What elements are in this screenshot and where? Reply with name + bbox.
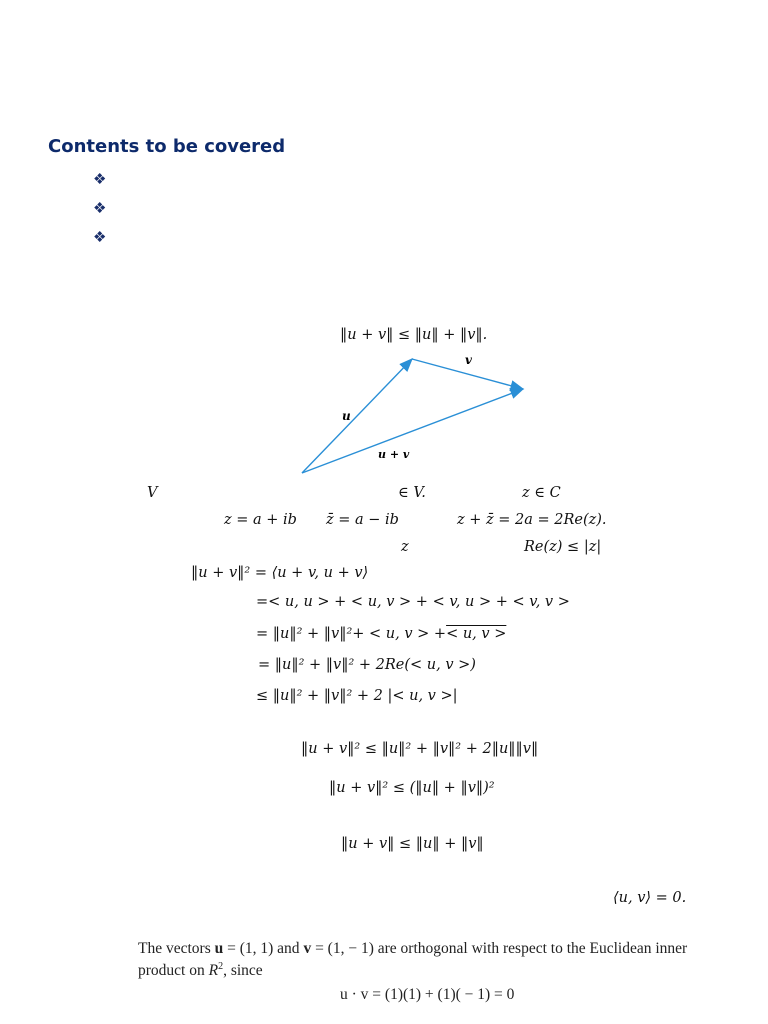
triangle-inequality: ‖u + v‖ ≤ ‖u‖ + ‖v‖. xyxy=(340,327,488,343)
inequality-1: ‖u + v‖² ≤ ‖u‖² + ‖v‖² + 2‖u‖‖v‖ xyxy=(301,741,539,757)
inequality-2: ‖u + v‖² ≤ (‖u‖ + ‖v‖)² xyxy=(329,780,495,796)
proof-line-3 xyxy=(256,626,506,642)
vector-triangle-diagram xyxy=(290,350,540,485)
z-conjugate: z̄ = a − ib xyxy=(326,512,399,528)
proof-line-4: = ‖u‖² + ‖v‖² + 2Re(< u, v >) xyxy=(258,657,476,673)
proof-line-3-main: = ‖u‖² + ‖v‖²+ < u, v > + xyxy=(256,626,447,642)
z-symbol: z xyxy=(401,539,409,555)
label-v: v xyxy=(465,353,472,367)
page-heading: Contents to be covered xyxy=(48,136,286,157)
real-part-bound: Re(z) ≤ |z| xyxy=(524,539,602,555)
bullet-marker: ❖ xyxy=(93,170,107,188)
bullet-marker: ❖ xyxy=(93,228,107,246)
proof-line-2: =< u, u > + < u, v > + < v, u > + < v, v > xyxy=(256,594,570,610)
z-definition: z = a + ib xyxy=(224,512,297,528)
r-symbol: R xyxy=(208,962,219,980)
vector-sum-arrow xyxy=(302,389,523,473)
vector-space-symbol: V xyxy=(147,485,158,501)
label-u: u xyxy=(342,409,351,423)
vector-u-symbol: u xyxy=(214,940,224,957)
proof-line-3-conjugate: < u, v > xyxy=(446,626,507,642)
example-line-1: The vectors u = (1, 1) and v = (1, − 1) are orthogonal with respect to the Euclidean inner xyxy=(138,940,688,957)
dot-product-equation: u · v = (1)(1) + (1)( − 1) = 0 xyxy=(340,986,515,1003)
proof-line-5: ≤ ‖u‖² + ‖v‖² + 2 |< u, v >| xyxy=(256,688,458,704)
example-line-2: product on $R^2$, since xyxy=(138,961,263,980)
orthogonality-condition: ⟨u, v⟩ = 0. xyxy=(613,890,687,906)
membership-v: ∈ V. xyxy=(398,485,426,501)
z-in-c: z ∈ C xyxy=(522,485,561,501)
proof-line-1: ‖u + v‖² = ⟨u + v, u + v⟩ xyxy=(191,565,369,581)
bullet-marker: ❖ xyxy=(93,199,107,217)
vector-v-symbol: v xyxy=(303,940,312,957)
label-u-plus-v: u + v xyxy=(378,448,410,461)
inequality-3: ‖u + v‖ ≤ ‖u‖ + ‖v‖ xyxy=(341,836,484,852)
z-plus-conjugate: z + z̄ = 2a = 2Re(z). xyxy=(457,512,607,528)
